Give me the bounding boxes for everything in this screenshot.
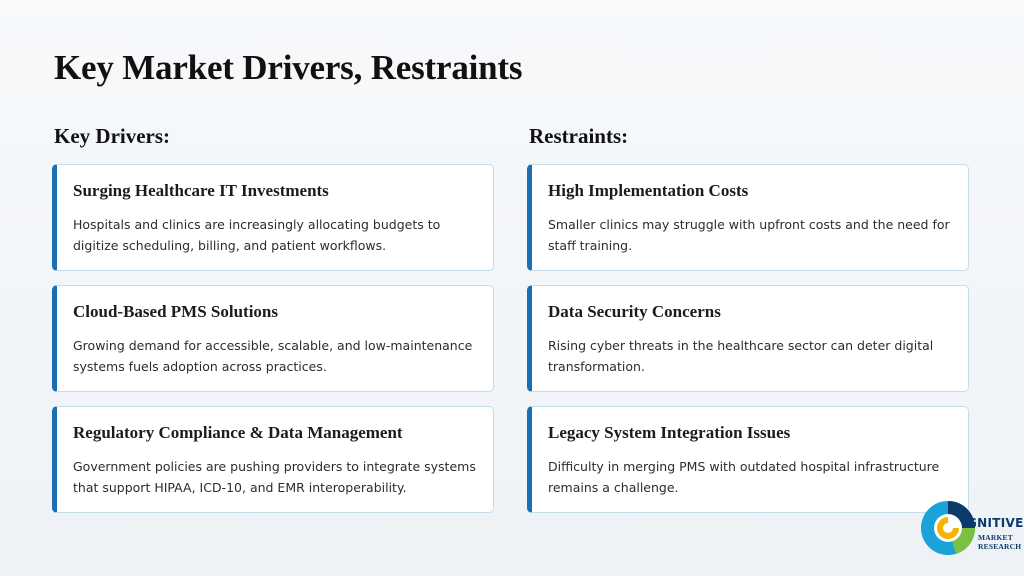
restraints-heading: Restraints: xyxy=(529,124,629,148)
driver-card-title: Cloud-Based PMS Solutions xyxy=(73,302,278,321)
restraint-card xyxy=(527,164,969,271)
driver-card xyxy=(52,285,494,392)
driver-card-title: Regulatory Compliance & Data Management xyxy=(73,423,403,442)
restraint-card-title: Legacy System Integration Issues xyxy=(548,423,791,442)
driver-card-body: Hospitals and clinics are increasingly allocating budgets to digitize scheduling, billing, and patient workflows. xyxy=(73,217,441,253)
restraint-card-body: Rising cyber threats in the healthcare sector can deter digital transformation. xyxy=(548,338,934,374)
logo-wordmark: GNITIVE xyxy=(967,516,1024,530)
restraint-card-body: Difficulty in merging PMS with outdated hospital infrastructure remains a challenge. xyxy=(548,459,940,495)
restraint-card-title: High Implementation Costs xyxy=(548,181,749,200)
restraint-card-body: Smaller clinics may struggle with upfront costs and the need for staff training. xyxy=(548,217,950,253)
restraint-card xyxy=(527,285,969,392)
restraint-card xyxy=(527,406,969,513)
logo-subtext-research: RESEARCH xyxy=(978,542,1022,551)
logo-subtext-market: MARKET xyxy=(978,533,1013,542)
drivers-heading: Key Drivers: xyxy=(54,124,171,148)
driver-card xyxy=(52,406,494,513)
driver-card xyxy=(52,164,494,271)
driver-card-body: Government policies are pushing providers to integrate systems that support HIPAA, ICD-10, and EMR interoperability. xyxy=(73,459,476,495)
driver-card-body: Growing demand for accessible, scalable, and low-maintenance systems fuels adoption across practices. xyxy=(73,338,473,374)
driver-card-title: Surging Healthcare IT Investments xyxy=(73,181,329,200)
restraint-card-title: Data Security Concerns xyxy=(548,302,721,321)
cognitive-market-research-logo xyxy=(918,497,1024,559)
page-title: Key Market Drivers, Restraints xyxy=(54,48,523,87)
